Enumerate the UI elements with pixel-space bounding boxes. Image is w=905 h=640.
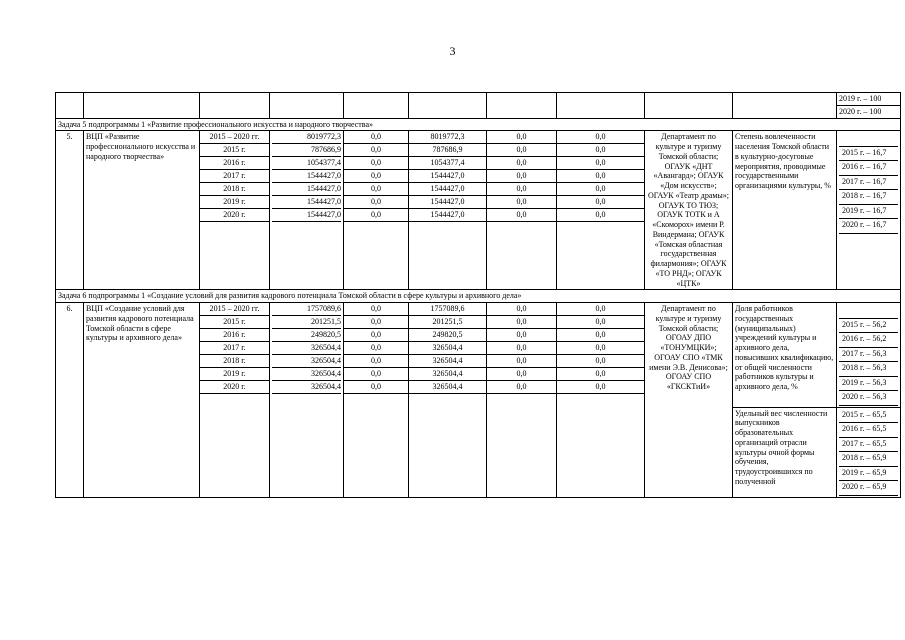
total-column: [270, 131, 344, 290]
indicator-value: 2016 г. – 16,7: [839, 161, 898, 176]
cell-total: 1757089,6: [272, 303, 341, 316]
executors: Департамент по культуре и туризму Томской области; ОГОАУ ДПО «ТОНУМЦКИ»; ОГОАУ СПО «ТМК имени Э.В. Денисова»; ОГОАУ СПО «ГКСКТиИ»: [645, 303, 733, 498]
cell-total: 1544427,0: [272, 170, 341, 183]
regional-column: [409, 131, 487, 290]
row-number: 5.: [56, 131, 84, 290]
indicator-value: 2019 г. – 65,9: [839, 466, 898, 481]
cell-loc: 0,0: [487, 183, 556, 196]
page-number: 3: [449, 44, 456, 58]
indicator-values: [837, 407, 901, 497]
period-column: [200, 303, 270, 498]
cell-reg: 201251,5: [409, 316, 486, 329]
indicator-value: 2017 г. – 56,3: [839, 347, 898, 362]
indicator-value: 2015 г. – 56,2: [839, 318, 898, 333]
cell-period: 2016 г.: [200, 157, 269, 170]
local-column: [487, 303, 557, 498]
cell-fed: 0,0: [344, 131, 408, 144]
program-table: [55, 92, 901, 498]
cell-period: 2017 г.: [200, 342, 269, 355]
cell-loc: 0,0: [487, 144, 556, 157]
indicator-value: 2017 г. – 65,5: [839, 437, 898, 452]
cell-other: 0,0: [557, 170, 644, 183]
cell-total: 1544427,0: [272, 209, 341, 222]
cell-other: 0,0: [557, 381, 644, 394]
indicator-value: 2015 г. – 16,7: [839, 146, 898, 161]
task-header-row: [56, 118, 901, 131]
cell-other: 0,0: [557, 209, 644, 222]
cell-fed: 0,0: [344, 144, 408, 157]
cell-other: 0,0: [557, 342, 644, 355]
cell-period: 2019 г.: [200, 196, 269, 209]
regional-column: [409, 303, 487, 498]
cell-total: 201251,5: [272, 316, 341, 329]
federal-column: [344, 303, 409, 498]
program-name: ВЦП «Создание условий для развития кадрового потенциала Томской области в сфере культуры и архивного дела»: [84, 303, 200, 498]
task-5-title: Задача 5 подпрограммы 1 «Развитие профессионального искусства и народного творчества»: [56, 118, 901, 131]
indicator-value: 2015 г. – 65,5: [839, 409, 898, 423]
cell-period: 2018 г.: [200, 183, 269, 196]
indicator-value: 2017 г. – 16,7: [839, 175, 898, 190]
cell-period: 2016 г.: [200, 329, 269, 342]
row-number: 6.: [56, 303, 84, 498]
indicator-value: 2020 г. – 16,7: [839, 219, 898, 234]
cell-total: 326504,4: [272, 342, 341, 355]
cell-period: 2018 г.: [200, 355, 269, 368]
total-column: [270, 303, 344, 498]
cell-other: 0,0: [557, 196, 644, 209]
cell-reg: 1544427,0: [409, 196, 486, 209]
cell-reg: 787686,9: [409, 144, 486, 157]
cell-loc: 0,0: [487, 355, 556, 368]
cell-other: 0,0: [557, 329, 644, 342]
cell-period: 2015 – 2020 гг.: [200, 131, 269, 144]
indicator-name: Доля работников государственных (муниципальных) учреждений культуры и архивного дела, повысивших квалификацию, от общей численности работников культуры и архивного дела, %: [733, 303, 837, 408]
cell-loc: 0,0: [487, 209, 556, 222]
task-header-row: [56, 290, 901, 303]
cell-other: 0,0: [557, 157, 644, 170]
indicator-value: 2016 г. – 56,2: [839, 333, 898, 348]
cell-other: 0,0: [557, 355, 644, 368]
cell-loc: 0,0: [487, 316, 556, 329]
prev-row: [56, 93, 901, 106]
cell-period: 2020 г.: [200, 209, 269, 222]
cell-total: 1544427,0: [272, 196, 341, 209]
cell-reg: 1544427,0: [409, 209, 486, 222]
cell-total: 1544427,0: [272, 183, 341, 196]
cell-other: 0,0: [557, 368, 644, 381]
cell-reg: 326504,4: [409, 368, 486, 381]
cell-fed: 0,0: [344, 170, 408, 183]
cell-other: 0,0: [557, 131, 644, 144]
cell-fed: 0,0: [344, 196, 408, 209]
indicator-name: Удельный вес численности выпускников образовательных организаций отрасли культуры очной формы обучения, трудоустроившихся по полученной: [733, 407, 837, 497]
indicator-value: 2018 г. – 16,7: [839, 190, 898, 205]
cell-loc: 0,0: [487, 368, 556, 381]
cell-loc: 0,0: [487, 196, 556, 209]
cell-reg: 8019772,3: [409, 131, 486, 144]
cell-fed: 0,0: [344, 368, 408, 381]
cell-reg: 1054377,4: [409, 157, 486, 170]
prev-value: 2019 г. – 100: [837, 93, 901, 106]
cell-loc: 0,0: [487, 170, 556, 183]
cell-fed: 0,0: [344, 316, 408, 329]
other-column: [557, 303, 645, 498]
cell-other: 0,0: [557, 316, 644, 329]
program-name: ВЦП «Развитие профессионального искусства и народного творчества»: [84, 131, 200, 290]
cell-period: 2015 г.: [200, 316, 269, 329]
cell-reg: 1544427,0: [409, 170, 486, 183]
cell-reg: 1544427,0: [409, 183, 486, 196]
indicator-values: [837, 303, 901, 408]
cell-other: 0,0: [557, 144, 644, 157]
cell-total: 326504,4: [272, 355, 341, 368]
task-5-row: [56, 131, 901, 290]
cell-fed: 0,0: [344, 342, 408, 355]
cell-reg: 1757089,6: [409, 303, 486, 316]
indicator-value: 2018 г. – 65,9: [839, 452, 898, 467]
cell-total: 1054377,4: [272, 157, 341, 170]
local-column: [487, 131, 557, 290]
task-6-title: Задача 6 подпрограммы 1 «Создание условий для развития кадрового потенциала Томской области в сфере культуры и архивного дела»: [56, 290, 901, 303]
cell-reg: 249820,5: [409, 329, 486, 342]
cell-total: 326504,4: [272, 381, 341, 394]
indicator-value: 2018 г. – 56,3: [839, 362, 898, 377]
cell-reg: 326504,4: [409, 355, 486, 368]
indicator-value: 2019 г. – 16,7: [839, 204, 898, 219]
cell-total: 787686,9: [272, 144, 341, 157]
cell-period: 2015 – 2020 гг.: [200, 303, 269, 316]
indicator-value: 2020 г. – 65,9: [839, 481, 898, 496]
cell-period: 2017 г.: [200, 170, 269, 183]
cell-fed: 0,0: [344, 381, 408, 394]
cell-reg: 326504,4: [409, 381, 486, 394]
indicator-value: 2016 г. – 65,5: [839, 423, 898, 438]
indicator-values: [837, 131, 901, 290]
cell-period: 2019 г.: [200, 368, 269, 381]
cell-total: 8019772,3: [272, 131, 341, 144]
federal-column: [344, 131, 409, 290]
cell-fed: 0,0: [344, 329, 408, 342]
cell-fed: 0,0: [344, 157, 408, 170]
cell-fed: 0,0: [344, 303, 408, 316]
cell-other: 0,0: [557, 303, 644, 316]
cell-other: 0,0: [557, 183, 644, 196]
cell-period: 2015 г.: [200, 144, 269, 157]
cell-total: 326504,4: [272, 368, 341, 381]
cell-loc: 0,0: [487, 157, 556, 170]
cell-loc: 0,0: [487, 329, 556, 342]
cell-loc: 0,0: [487, 381, 556, 394]
indicator-value: 2019 г. – 56,3: [839, 376, 898, 391]
cell-loc: 0,0: [487, 342, 556, 355]
cell-loc: 0,0: [487, 131, 556, 144]
cell-fed: 0,0: [344, 183, 408, 196]
indicator-value: 2020 г. – 56,3: [839, 391, 898, 406]
executors: Департамент по культуре и туризму Томской области; ОГАУК «ДНТ «Авангард»; ОГАУК «Дом искусств»; ОГАУК «Театр драмы»; ОГАУК ТО ТЮЗ; ОГАУК ТОТК и А «Скоморох» имени Р. Виндермана; ОГАУК «Томская областная государственная филармония»; ОГАУК «ТО РНД»; ОГАУК «ЦТК»: [645, 131, 733, 290]
cell-reg: 326504,4: [409, 342, 486, 355]
other-column: [557, 131, 645, 290]
cell-loc: 0,0: [487, 303, 556, 316]
task-6-row: [56, 303, 901, 408]
cell-period: 2020 г.: [200, 381, 269, 394]
cell-total: 249820,5: [272, 329, 341, 342]
cell-fed: 0,0: [344, 209, 408, 222]
prev-value: 2020 г. – 100: [837, 105, 901, 118]
cell-fed: 0,0: [344, 355, 408, 368]
period-column: [200, 131, 270, 290]
indicator-name: Степень вовлеченности населения Томской области в культурно-досуговые мероприятия, проводимые государственными организациями культуры, %: [733, 131, 837, 290]
